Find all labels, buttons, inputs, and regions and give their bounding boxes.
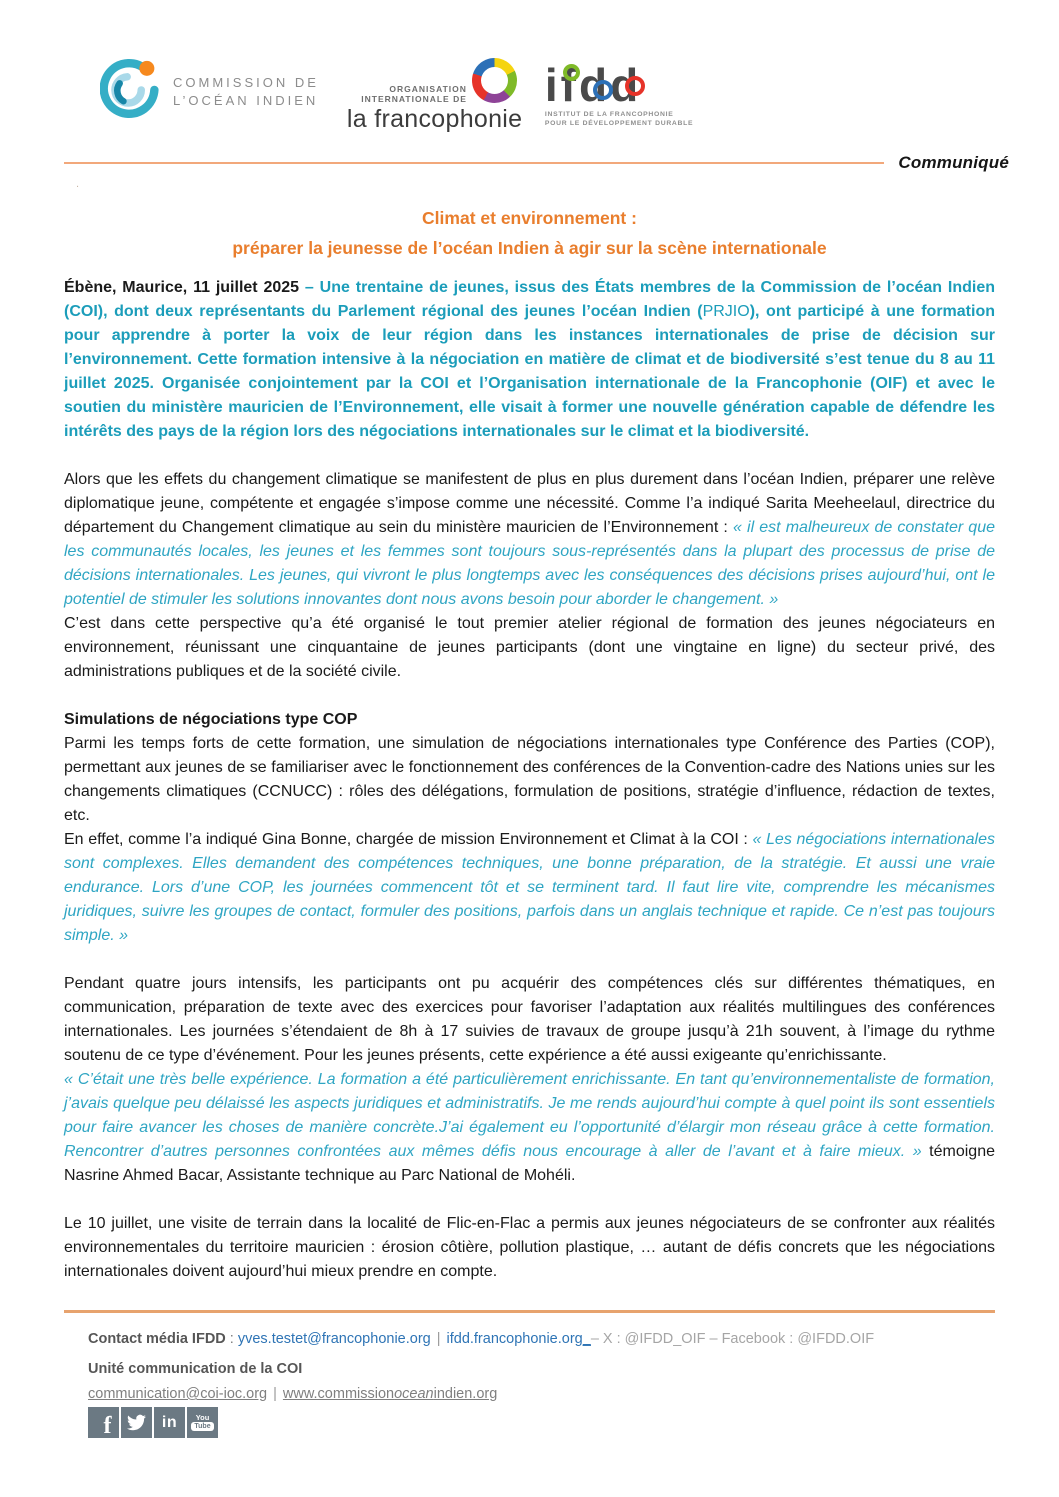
paragraph-simulation: Parmi les temps forts de cette formation, une simulation de négociations internationales type Conférence des Parties (COP), permettant aux jeunes de se familiariser avec le fonctionnement des conférences de la Convention-cadre des Nations unies sur les changements climatiques (CCNUCC) : rôles des délégations, formulation de positions, stratégie d’influence, rédaction de textes, etc. — [64, 735, 995, 824]
context-text: Alors que les effets du changement climatique se manifestent de plus en plus durement dans l’océan Indien, préparer une relève diplomatique jeune, compétente et engagée s’impose comme une nécessité. Comme l’a indiqué Sarita Meeheelaul, directrice du département du Changement climatique au sein du ministère mauricien de l’Environnement : — [64, 471, 995, 536]
spacer — [64, 684, 995, 708]
coi-site-part-a: www.commission — [282, 1386, 395, 1402]
oif-ring-icon — [472, 58, 517, 103]
ifdd-wordmark-text: ifdd — [544, 59, 642, 111]
intro-lead-b: ), ont participé à une formation pour apprendre à porter la voix de leur région dans les instances internationales de prise de décision sur l’environnement. Cette formation intensive à la négociation en matière de climat et de biodiversité s’est tenue du 8 au 11 juillet 2025. Organisée conjointement par la COI et l’Organisation internationale de la Francophonie (OIF) et avec le soutien du ministère mauricien de l’Environnement, elle visait à former une nouvelle génération capable de défendre les intérêts des pays de la région lors des négociations internationales sur le climat et la biodiversité. — [64, 303, 995, 440]
facebook-icon[interactable] — [88, 1407, 119, 1438]
coi-site-link[interactable] — [283, 1386, 497, 1402]
oif-wordmark: la francophonie — [346, 105, 523, 133]
coi-logo — [100, 58, 319, 125]
facebook-glyph: f — [103, 1413, 112, 1438]
contact-media-label: Contact média IFDD — [88, 1331, 226, 1347]
youtube-text-top: You — [195, 1412, 210, 1422]
coi-site-part-c: indien.org — [433, 1386, 498, 1402]
article-titles — [64, 203, 995, 263]
coi-name-line2: L’OCÉAN INDIEN — [173, 92, 319, 108]
linkedin-icon[interactable] — [154, 1407, 185, 1438]
oif-small-line2: INTERNATIONALE DE — [361, 94, 467, 104]
paragraph-nasrine — [64, 1068, 995, 1188]
quote-gina: « Les négociations internationales sont complexes. Elles demandent des compétences techniques, une bonne préparation, de la stratégie. Et aussi une vraie endurance. Lors d’une COP, les journées commencent tôt et se terminent tard. Il faut lire vite, comprendre les mécanismes juridiques, suivre les groupes de contact, formuler des positions, parfois dans un anglais technique et rapide. Ce n’est pas toujours simple. » — [64, 831, 995, 944]
quote-nasrine: « C’était une très belle expérience. La formation a été particulièrement enrichissante. En tant qu’environnementaliste de formation, j’avais quelque peu délaissé les aspects juridiques et administratifs. Je me rends aujourd’hui compte à quel point ils sont essentiels pour faire avancer les choses de manière concrète.J’ai également eu l’opportunité d’élargir mon réseau grâce à cette formation. Rencontrer d’autres personnes confrontées aux mêmes défis nous encourage à aller de l’avant et à faire mieux. » — [64, 1071, 995, 1160]
title-line-2: préparer la jeunesse de l’océan Indien à agir sur la scène internationale — [232, 238, 827, 258]
paragraph-context — [64, 468, 995, 612]
coi-site-part-b: ocean — [394, 1386, 434, 1402]
linkedin-glyph: in — [161, 1413, 178, 1431]
paragraph-perspective: C’est dans cette perspective qu’a été organisé le tout premier atelier régional de formation des jeunes négociateurs en environnement, réunissant une cinquantaine de jeunes participants (dont une vingtaine en ligne) du secteur privé, des administrations publiques et de la société civile. — [64, 615, 995, 680]
stray-dot: . — [76, 178, 80, 190]
ifdd-wordmark — [545, 60, 693, 110]
pipe-separator: | — [436, 1331, 441, 1347]
footer-orange-rule — [64, 1310, 995, 1313]
header-orange-rule — [64, 162, 884, 164]
intro-dash: – — [299, 279, 320, 296]
ifdd-ring-green-icon — [563, 64, 580, 81]
youtube-glyph — [191, 1414, 213, 1432]
ifdd-site-link[interactable]: ifdd.francophonie.org — [446, 1331, 583, 1347]
coi-unit-label: Unité communication de la COI — [88, 1361, 303, 1377]
intro-lead-a: Une trentaine de jeunes, issus des États membres de la Commission de l’océan Indien (COI), dont deux représentants du Parlement régional des jeunes l’océan Indien ( — [64, 279, 996, 320]
contact-colon: : — [225, 1331, 238, 1347]
title-line-1: Climat et environnement : — [422, 208, 637, 228]
paragraph-gina — [64, 828, 995, 948]
logo-row — [100, 58, 1059, 140]
nasrine-attribution: témoigne Nasrine Ahmed Bacar, Assistante technique au Parc National de Mohéli. — [64, 1143, 995, 1184]
spacer — [64, 1188, 995, 1212]
youtube-text-bottom: Tube — [191, 1422, 213, 1431]
ifdd-ring-red-icon — [625, 76, 645, 96]
ifdd-sub-line2: POUR LE DÉVELOPPEMENT DURABLE — [544, 120, 694, 127]
social-handles-text: – X : @IFDD_OIF – Facebook : @IFDD.OIF — [590, 1331, 875, 1347]
trailing-underscore: _ — [582, 1331, 591, 1347]
footer-block — [88, 1331, 995, 1438]
quote-sarita: « il est malheureux de constater que les communautés locales, les jeunes et les femmes sont toujours sous-représentés dans la plupart des processus de prise de décisions internationales. Les jeunes, qui vivront le plus longtemps avec les conséquences des décisions prises aujourd’hui, ont le potentiel de stimuler les solutions innovantes dont nous avons besoin pour aborder le changement. » — [64, 519, 995, 608]
header — [0, 58, 1059, 173]
footer-coi-links-line — [88, 1386, 995, 1402]
twitter-icon[interactable] — [121, 1407, 152, 1438]
ifdd-logo — [545, 58, 693, 128]
footer-contact-line — [88, 1331, 995, 1347]
youtube-icon[interactable] — [187, 1407, 218, 1438]
twitter-bird-glyph — [127, 1413, 146, 1432]
oif-logo — [346, 58, 523, 140]
spacer — [64, 948, 995, 972]
communique-label: Communiqué — [898, 153, 1009, 172]
coi-email-link[interactable]: communication@coi-ioc.org — [88, 1386, 268, 1402]
coi-logo-icon — [100, 58, 160, 125]
spacer — [64, 444, 995, 468]
gina-intro-text: En effet, comme l’a indiqué Gina Bonne, chargée de mission Environnement et Climat à la COI : — [64, 831, 753, 848]
section-heading-simulations: Simulations de négociations type COP — [64, 711, 358, 728]
paragraph-field-visit: Le 10 juillet, une visite de terrain dans la localité de Flic-en-Flac a permis aux jeunes négociateurs de se confronter aux réalités environnementales du territoire mauricien : érosion côtière, pollution plastique, … autant de défis concrets que les négociations internationales doivent aujourd’hui mieux prendre en compte. — [64, 1215, 995, 1280]
paragraph-intro — [64, 276, 995, 444]
paragraph-intensive: Pendant quatre jours intensifs, les participants ont pu acquérir des compétences clés sur différentes thématiques, en communication, préparation de texte avec des exercices pour favoriser l’adaptation aux réalités multilingues des conférences internationales. Les journées s’étendaient de 8h à 17 suivies de travaux de groupe jusqu’à 21h souvent, à l’image du rythme soutenu de ce type d’événement. Pour les jeunes présents, cette expérience a été aussi exigeante qu’enrichissante. — [64, 975, 995, 1064]
ifdd-ring-blue-icon — [593, 80, 613, 100]
pipe-separator: | — [273, 1386, 277, 1402]
ifdd-email-link[interactable]: yves.testet@francophonie.org — [237, 1331, 431, 1347]
coi-logo-text — [173, 74, 319, 110]
ifdd-sub-line1: INSTITUT DE LA FRANCOPHONIE — [544, 111, 674, 118]
footer — [0, 1310, 1059, 1438]
header-rule-row — [64, 153, 1009, 173]
dateline: Ébène, Maurice, 11 juillet 2025 — [64, 279, 300, 296]
coi-name-line1: COMMISSION DE — [173, 74, 319, 90]
intro-prjio: PRJIO — [702, 303, 750, 320]
article-body — [0, 203, 1059, 1284]
social-icons-row — [88, 1407, 995, 1438]
oif-small-line1: ORGANISATION — [389, 84, 467, 94]
